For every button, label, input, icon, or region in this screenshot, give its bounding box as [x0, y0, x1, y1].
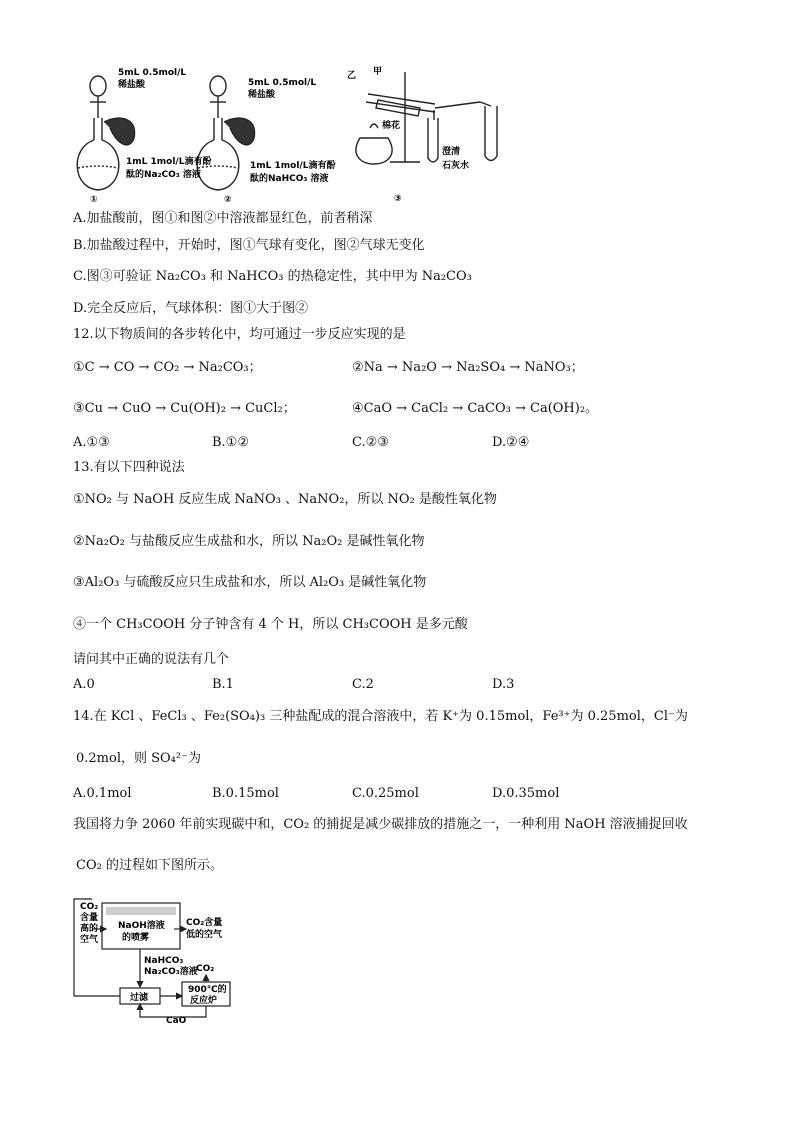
flow-mid-2: Na₂CO₃溶液	[144, 967, 198, 977]
q13-option-b: B.1	[212, 677, 234, 692]
flow-furnace-1: 900℃的	[188, 985, 227, 995]
flow-mid-1: NaHCO₃	[144, 956, 184, 966]
label-b2: 稀盐酸	[248, 90, 276, 100]
flow-furnace-2: 反应炉	[190, 996, 218, 1006]
co2-capture-flow-diagram	[70, 895, 250, 1025]
label-b-num: ②	[224, 195, 232, 205]
q14-option-a: A.0.1mol	[73, 786, 132, 801]
q14-option-b: B.0.15mol	[212, 786, 279, 801]
q12-option-d: D.②④	[492, 435, 530, 450]
q14-option-c: C.0.25mol	[352, 786, 419, 801]
q13-statement-4: ④一个 CH₃COOH 分子钟含有 4 个 H，所以 CH₃COOH 是多元酸	[73, 617, 468, 632]
label-a1: 5mL 0.5mol/L	[118, 68, 187, 78]
q13-option-c: C.2	[352, 677, 374, 692]
label-a3: 1mL 1mol/L滴有酚	[126, 157, 212, 167]
q13-statement-2: ②Na₂O₂ 与盐酸反应生成盐和水，所以 Na₂O₂ 是碱性氧化物	[73, 534, 425, 549]
q11-option-b: B.加盐酸过程中，开始时，图①气球有变化，图②气球无变化	[73, 238, 425, 253]
q14-stem-line1: 14.在 KCl 、FeCl₃ 、Fe₂(SO₄)₃ 三种盐配成的混合溶液中，若 K⁺为 0.15mol，Fe³⁺为 0.25mol，Cl⁻为	[73, 709, 688, 724]
flow-in-3: 高的	[80, 924, 99, 934]
flow-in-2: 含量	[80, 913, 99, 923]
q12-option-b: B.①②	[212, 435, 249, 450]
q13-option-a: A.0	[73, 677, 95, 692]
q12-item-1: ①C → CO → CO₂ → Na₂CO₃；	[73, 360, 262, 375]
apparatus-figure	[60, 58, 510, 208]
label-b3: 1mL 1mol/L滴有酚	[250, 161, 336, 171]
label-c-lime1: 澄清	[442, 147, 461, 157]
q13-option-d: D.3	[492, 677, 515, 692]
q13-question: 请问其中正确的说法有几个	[73, 652, 230, 667]
q11-option-d: D.完全反应后，气球体积：图①大于图②	[73, 301, 309, 316]
q11-option-c: C.图③可验证 Na₂CO₃ 和 NaHCO₃ 的热稳定性，其中甲为 Na₂CO₃	[73, 269, 472, 284]
label-c-jia: 甲	[373, 67, 383, 77]
flow-filter: 过滤	[130, 993, 149, 1003]
q13-stem: 13.有以下四种说法	[73, 460, 185, 475]
label-b1: 5mL 0.5mol/L	[248, 78, 317, 88]
label-c-mianhua: 棉花	[382, 121, 401, 131]
flow-co2: CO₂	[196, 964, 215, 974]
q11-option-a: A.加盐酸前，图①和图②中溶液都显红色，前者稍深	[73, 211, 373, 226]
label-a4: 酞的Na₂CO₃ 溶液	[126, 170, 201, 180]
q12-item-3: ③Cu → CuO → Cu(OH)₂ → CuCl₂；	[73, 401, 296, 416]
flow-out-2: 低的空气	[186, 930, 223, 940]
q13-statement-1: ①NO₂ 与 NaOH 反应生成 NaNO₃ 、NaNO₂，所以 NO₂ 是酸性氧化物	[73, 492, 497, 507]
q14-option-d: D.0.35mol	[492, 786, 560, 801]
flow-spray-1: NaOH溶液	[118, 921, 165, 931]
flow-in-1: CO₂	[80, 902, 99, 912]
flow-cao: CaO	[166, 1016, 187, 1025]
label-c-lime2: 石灰水	[442, 161, 470, 171]
q12-option-a: A.①③	[73, 435, 110, 450]
q12-option-c: C.②③	[352, 435, 389, 450]
intro-line2: CO₂ 的过程如下图所示。	[76, 858, 223, 873]
label-a2: 稀盐酸	[118, 80, 146, 90]
intro-line1: 我国将力争 2060 年前实现碳中和，CO₂ 的捕捉是减少碳排放的措施之一，一种利用 NaOH 溶液捕捉回收	[73, 817, 688, 832]
q14-stem-line2: 0.2mol，则 SO₄²⁻为	[76, 751, 201, 766]
q13-statement-3: ③Al₂O₃ 与硫酸反应只生成盐和水，所以 Al₂O₃ 是碱性氧化物	[73, 575, 427, 590]
flow-in-4: 空气	[80, 935, 99, 945]
label-c-num: ③	[394, 194, 402, 204]
q12-item-4: ④CaO → CaCl₂ → CaCO₃ → Ca(OH)₂。	[352, 401, 599, 416]
q12-item-2: ②Na → Na₂O → Na₂SO₄ → NaNO₃；	[352, 360, 584, 375]
flow-out-1: CO₂含量	[186, 918, 223, 928]
q12-stem: 12.以下物质间的各步转化中，均可通过一步反应实现的是	[73, 327, 406, 342]
label-c-yi: 乙	[347, 71, 357, 81]
flow-spray-2: 的喷雾	[122, 933, 150, 943]
label-a-num: ①	[90, 195, 98, 205]
label-b4: 酞的NaHCO₃ 溶液	[250, 174, 329, 184]
